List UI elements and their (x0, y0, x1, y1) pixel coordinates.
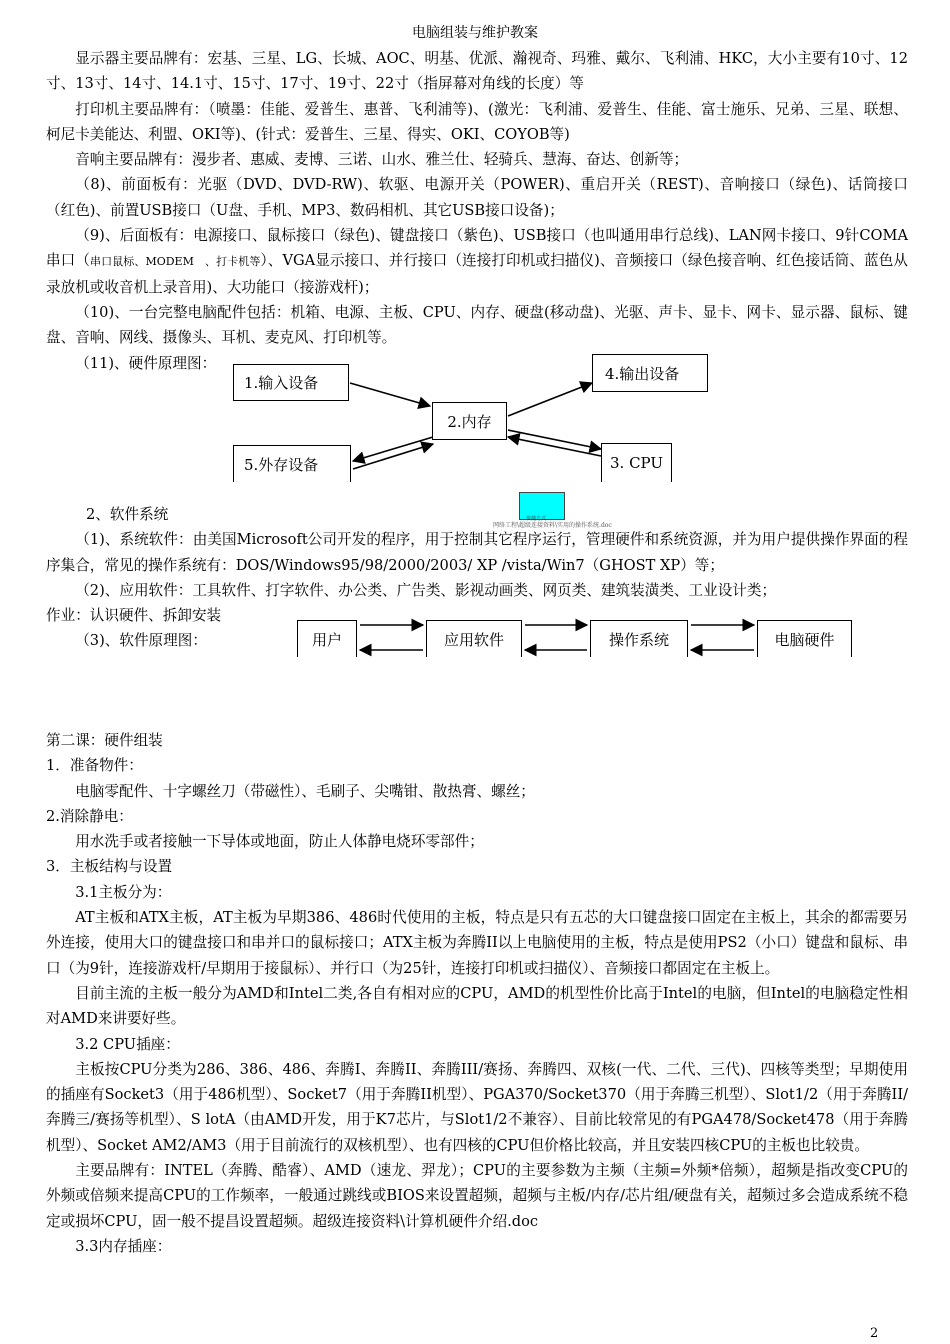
arrow-input-to-memory (350, 383, 430, 406)
hw-box-memory: 2.内存 (432, 402, 507, 440)
software-heading: 2、软件系统 (86, 506, 169, 523)
s1-title: 1．准备物件： (46, 757, 143, 775)
s32-title: 3.2 CPU插座： (75, 1035, 180, 1053)
speaker-brands: 音响主要品牌有：漫步者、惠威、麦博、三诺、山水、雅兰仕、轻骑兵、慧海、奋达、创新等； (75, 151, 689, 169)
sw-diagram-caption: （3)、软件原理图： (75, 632, 207, 650)
hw-box-storage: 5.外存设备 (233, 445, 351, 482)
s33-title: 3.3内存插座： (75, 1237, 172, 1255)
homework: 作业：认识硬件、拆卸安装 (46, 607, 222, 625)
embedded-shortcut-caption[interactable]: 网络工程\超级连接资料\实用的操作系统.doc (493, 522, 612, 529)
arrow-storage-to-memory (353, 444, 433, 469)
s31-title: 3.1主板分为： (75, 883, 172, 901)
page-number: 2 (870, 1326, 879, 1341)
s3-title: 3．主板结构与设置 (46, 858, 173, 876)
sw-box-application: 应用软件 (426, 620, 522, 657)
s2-body: 用水洗手或者接触一下导体或地面，防止人体静电烧环零部件； (75, 833, 484, 851)
page-header: 电脑组装与维护教案 (412, 25, 538, 41)
front-panel: （8)、前面板有：光驱（DVD、DVD-RW)、软驱、电源开关（POWER)、重启开关（REST)、音响接口（绿色)、话筒接口（红色)、前置USB接口（U盘、手机、MP3、数码相机、其它USB接口设备)； (46, 176, 908, 219)
s32-body1: 主板按CPU分类为286、386、486、奔腾I、奔腾II、奔腾III/赛扬、奔腾四、双核(一代、二代、三代)、四核等类型；早期使用的插座有Socket3（用于486机型）、Socket7（用于奔腾II机型）、PGA370/Socket370（用于奔腾三机型）、Slot1/2（用于奔腾II/奔腾三/赛扬等机型）、S lotA（由AMD开发，用于K7芯片，与Slot1/2不兼容）、目前比较常见的有PGA478/Socket478（用于奔腾机型）、Socket AM2/AM3（用于目前流行的双核机型）、也有四核的CPU但价格比较高，并且安装四核CPU的主板也比较贵。 (46, 1060, 908, 1154)
rear-panel: （9)、后面板有：电源接口、鼠标接口（绿色)、键盘接口（紫色)、USB接口（也叫通用串行总线)、LAN网卡接口、9针COMA串口（串口鼠标、MODEM 、打卡机等）、VGA显示接口、并行接口（连接打印机或扫描仪)、音频接口（绿色接音响、红色接话筒、蓝色从录放机或收音机上录音用)、大功能口（接游戏杆)； (46, 227, 908, 296)
complete-pc-parts: （10)、一台完整电脑配件包括：机箱、电源、主板、CPU、内存、硬盘(移动盘)、光驱、声卡、显卡、网卡、显示器、鼠标、键盘、音响、网线、摄像头、耳机、麦克风、打印机等。 (46, 303, 908, 347)
s1-body: 电脑零配件、十字螺丝刀（带磁性）、毛刷子、尖嘴钳、散热膏、螺丝； (75, 782, 535, 800)
sw-diagram-arrows (0, 600, 950, 670)
s31-body1: AT主板和ATX主板，AT主板为早期386、486时代使用的主板，特点是只有五芯的大口键盘接口固定在主板上，其余的都需要另外连接，使用大口的键盘接口和串并口的鼠标接口；ATX主板为奔腾II以上电脑使用的主板，特点是使用PS2（小口）键盘和鼠标、串口（为9针，连接游戏杆/早期用于接鼠标）、并行口（为25针，连接打印机或扫描仪）、音频接口都固定在主板上。 (46, 909, 908, 977)
lesson-title: 第二课：硬件组装 (46, 732, 163, 749)
arrow-memory-to-storage (353, 437, 433, 461)
printer-brands: 打印机主要品牌有：（喷墨：佳能、爱普生、惠普、飞利浦等)、(激光：飞利浦、爱普生、佳能、富士施乐、兄弟、三星、联想、柯尼卡美能达、利盟、OKI等)、(针式：爱普生、三星、得实、OKI、COYOB等) (46, 100, 908, 143)
hw-diagram-arrows (0, 0, 950, 520)
monitor-brands: 显示器主要品牌有：宏基、三星、LG、长城、AOC、明基、优派、瀚视奇、玛雅、戴尔、飞利浦、HKC，大小主要有10寸、12寸、13寸、14寸、14.1寸、15寸、17寸、19寸、22寸（指屏幕对角线的长度）等 (46, 50, 908, 93)
s31-body2: 目前主流的主板一般分为AMD和Intel二类,各自有相对应的CPU，AMD的机型性价比高于Intel的电脑，但Intel的电脑稳定性相对AMD来讲要好些。 (46, 984, 908, 1028)
sw-box-os: 操作系统 (590, 620, 688, 657)
hw-box-cpu: 3. CPU (601, 443, 672, 482)
hw-diagram-caption: （11)、硬件原理图： (75, 354, 217, 372)
application-software: （2)、应用软件：工具软件、打字软件、办公类、广告类、影视动画类、网页类、建筑装潢类、工业设计类； (75, 581, 777, 599)
s2-title: 2.消除静电： (46, 807, 133, 825)
s32-body2: 主要品牌有：INTEL（奔腾、酷睿）、AMD（速龙、羿龙）；CPU的主要参数为主频（主频=外频*倍频），超频是指改变CPU的外频或倍频来提高CPU的工作频率，一般通过跳线或BIOS来设置超频，超频与主板/内存/芯片组/硬盘有关，超频过多会造成系统不稳定或损坏CPU，固一般不提昌设置超频。超级连接资料\计算机硬件介绍.doc (46, 1162, 908, 1230)
arrow-memory-to-output (508, 383, 592, 416)
sw-box-hardware: 电脑硬件 (757, 620, 852, 657)
embedded-shortcut-label: 快捷方式 (526, 516, 547, 522)
hw-box-output: 4.输出设备 (592, 354, 708, 392)
system-software: （1)、系统软件：由美国Microsoft公司开发的程序，用于控制其它程序运行，管理硬件和系统资源，并为用户提供操作界面的程序集合，常见的操作系统有：DOS/Windows95/98/2000/2003/ XP /vista/Win7（GHOST XP）等； (46, 531, 908, 574)
sw-box-user: 用户 (297, 620, 357, 657)
hw-box-input: 1.输入设备 (233, 364, 349, 401)
section-lesson-two (46, 728, 908, 1259)
